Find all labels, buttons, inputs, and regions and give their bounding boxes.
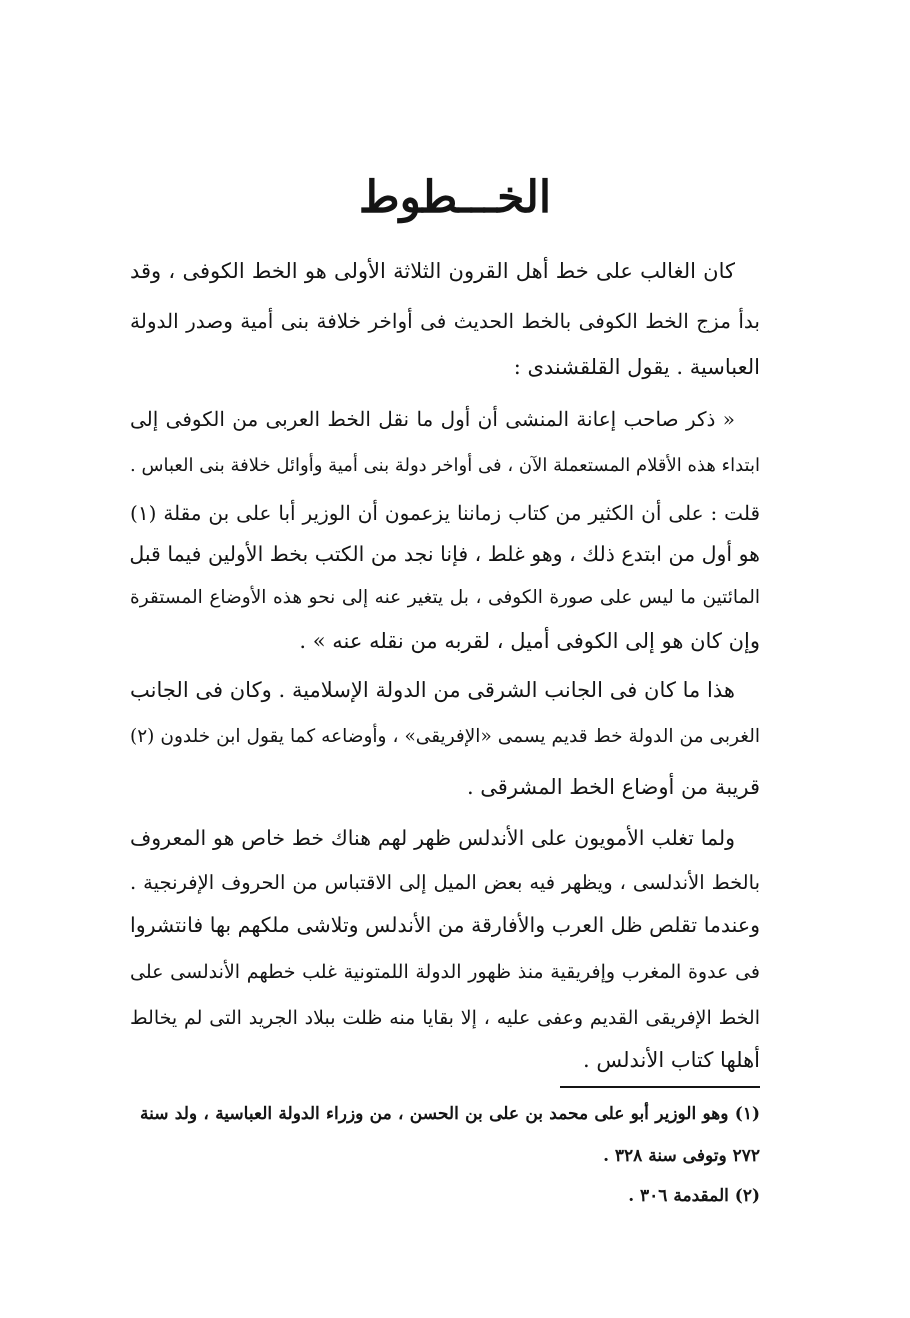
text-line: كان الغالب على خط أهل القرون الثلاثة الأولى هو الخط الكوفى ، وقد bbox=[130, 259, 735, 283]
footnote-line: ٢٧٢ وتوفى سنة ٣٢٨ . bbox=[603, 1146, 760, 1166]
text-line: المائتين ما ليس على صورة الكوفى ، بل يتغير عنه إلى نحو هذه الأوضاع المستقرة bbox=[130, 587, 760, 608]
text-line: وإن كان هو إلى الكوفى أميل ، لقربه من نقله عنه » . bbox=[299, 629, 760, 653]
text-line: وعندما تقلص ظل العرب والأفارقة من الأندلس وتلاشى ملكهم بها فانتشروا bbox=[130, 913, 760, 937]
page-title: الخـــطوط bbox=[358, 172, 552, 223]
text-line: الخط الإفريقى القديم وعفى عليه ، إلا بقايا منه ظلت ببلاد الجريد التى لم يخالط bbox=[130, 1007, 760, 1029]
text-line: قريبة من أوضاع الخط المشرقى . bbox=[466, 775, 760, 799]
text-line: قلت : على أن الكثير من كتاب زماننا يزعمون أن الوزير أبا على بن مقلة (١) bbox=[130, 501, 761, 525]
text-line: هو أول من ابتدع ذلك ، وهو غلط ، فإنا نجد من الكتب بخط الأولين فيما قبل bbox=[129, 542, 760, 566]
text-line: هذا ما كان فى الجانب الشرقى من الدولة الإسلامية . وكان فى الجانب bbox=[130, 678, 735, 702]
text-line: ابتداء هذه الأقلام المستعملة الآن ، فى أواخر دولة بنى أمية وأوائل خلافة بنى العباس . bbox=[130, 455, 760, 476]
footnote-line: (٢) المقدمة ٣٠٦ . bbox=[628, 1186, 760, 1206]
footnote-line: (١) وهو الوزير أبو على محمد بن على بن الحسن ، من وزراء الدولة العباسية ، ولد سنة bbox=[140, 1104, 760, 1124]
text-line: فى عدوة المغرب وإفريقية منذ ظهور الدولة اللمتونية غلب خطهم الأندلسى على bbox=[130, 961, 760, 983]
text-line: أهلها كتاب الأندلس . bbox=[583, 1048, 760, 1072]
text-line: الغربى من الدولة خط قديم يسمى «الإفريقى» ، وأوضاعه كما يقول ابن خلدون (٢) bbox=[130, 726, 760, 747]
text-line: العباسية . يقول القلقشندى : bbox=[513, 355, 760, 379]
text-line: ولما تغلب الأمويون على الأندلس ظهر لهم هناك خط خاص هو المعروف bbox=[130, 826, 735, 850]
footnote-separator bbox=[560, 1086, 760, 1088]
text-line: بدأ مزج الخط الكوفى بالخط الحديث فى أواخر خلافة بنى أمية وصدر الدولة bbox=[130, 309, 760, 333]
text-line: بالخط الأندلسى ، ويظهر فيه بعض الميل إلى الاقتباس من الحروف الإفرنجية . bbox=[130, 871, 760, 894]
text-line: « ذكر صاحب إعانة المنشى أن أول ما نقل الخط العربى من الكوفى إلى bbox=[130, 407, 735, 431]
